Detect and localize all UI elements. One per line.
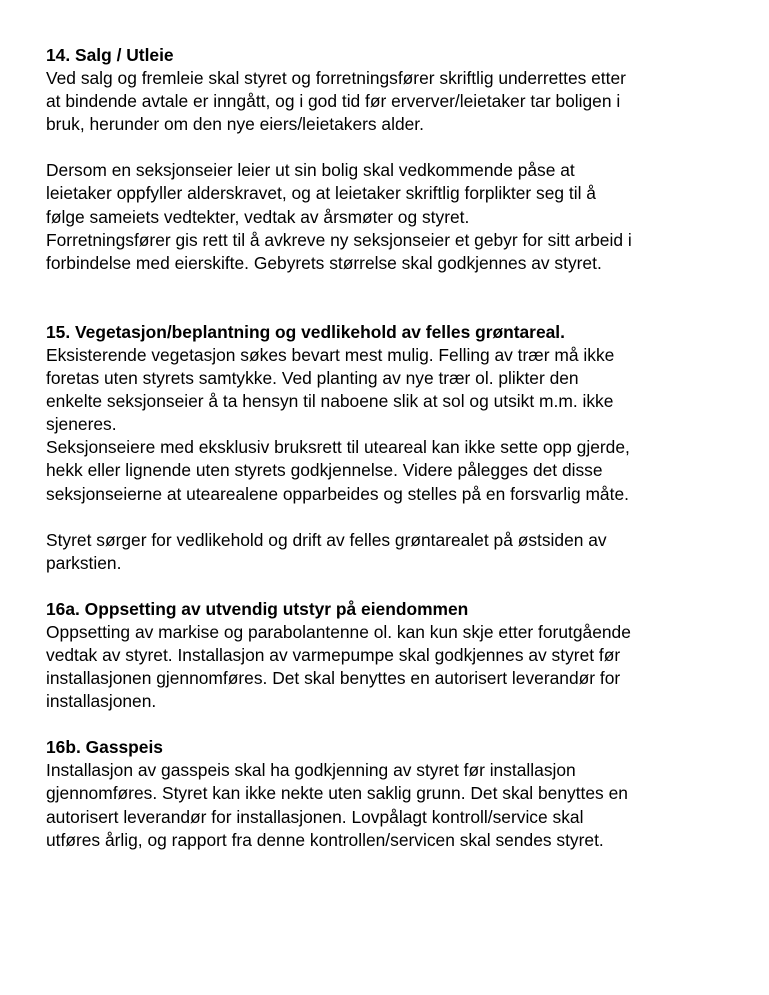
section-heading: 16b. Gasspeis [46,737,163,758]
section-15-vegetasjon [46,321,746,575]
paragraph [46,759,746,851]
text-line: enkelte seksjonseier å ta hensyn til naboene slik at sol og utsikt m.m. ikke [46,391,614,412]
text-line: parkstien. [46,552,122,573]
text-line: utføres årlig, og rapport fra denne kontrollen/servicen skal sendes styret. [46,829,604,850]
section-16a-utvendig-utstyr [46,598,746,713]
text-line: vedtak av styret. Installasjon av varmepumpe skal godkjennes av styret før [46,644,621,665]
document-page [46,44,746,852]
text-line: at bindende avtale er inngått, og i god tid før erverver/leietaker tar boligen i [46,91,621,112]
text-line: bruk, herunder om den nye eiers/leietakers alder. [46,114,424,135]
text-line: foretas uten styrets samtykke. Ved planting av nye trær ol. plikter den [46,368,579,389]
text-line: hekk eller lignende uten styrets godkjennelse. Videre pålegges det disse [46,460,603,481]
text-line: Dersom en seksjonseier leier ut sin bolig skal vedkommende påse at [46,160,575,181]
text-line: installasjonen. [46,691,157,712]
text-line: Ved salg og fremleie skal styret og forretningsfører skriftlig underrettes etter [46,68,626,89]
section-spacer [46,575,746,598]
paragraph-spacer [46,506,746,529]
text-line: forbindelse med eierskifte. Gebyrets størrelse skal godkjennes av styret. [46,252,602,273]
text-line: Installasjon av gasspeis skal ha godkjenning av styret før installasjon [46,760,576,781]
section-16b-gasspeis [46,736,746,851]
section-spacer [46,275,746,321]
paragraph [46,621,746,713]
text-line: Eksisterende vegetasjon søkes bevart mest mulig. Felling av trær må ikke [46,344,615,365]
section-spacer [46,713,746,736]
text-line: følge sameiets vedtekter, vedtak av årsmøter og styret. [46,206,470,227]
text-line: Forretningsfører gis rett til å avkreve ny seksjonseier et gebyr for sitt arbeid i [46,229,632,250]
paragraph [46,344,746,506]
paragraph-spacer [46,136,746,159]
text-line: Styret sørger for vedlikehold og drift av felles grøntarealet på østsiden av [46,529,607,550]
text-line: gjennomføres. Styret kan ikke nekte uten saklig grunn. Det skal benyttes en [46,783,628,804]
text-line: leietaker oppfyller alderskravet, og at leietaker skriftlig forplikter seg til å [46,183,596,204]
section-heading: 16a. Oppsetting av utvendig utstyr på eiendommen [46,598,469,619]
paragraph [46,67,746,136]
text-line: autorisert leverandør for installasjonen. Lovpålagt kontroll/service skal [46,806,584,827]
section-heading: 14. Salg / Utleie [46,45,174,65]
text-line: Oppsetting av markise og parabolantenne ol. kan kun skje etter forutgående [46,621,631,642]
section-heading: 15. Vegetasjon/beplantning og vedlikehold av felles grøntareal. [46,321,565,342]
text-line: sjeneres. [46,414,117,435]
text-line: installasjonen gjennomføres. Det skal benyttes en autorisert leverandør for [46,668,621,689]
paragraph [46,529,746,575]
text-line: Seksjonseiere med eksklusiv bruksrett til uteareal kan ikke sette opp gjerde, [46,437,630,458]
section-14-salg-utleie [46,44,746,275]
text-line: seksjonseierne at utearealene opparbeides og stelles på en forsvarlig måte. [46,483,629,504]
paragraph [46,159,746,274]
